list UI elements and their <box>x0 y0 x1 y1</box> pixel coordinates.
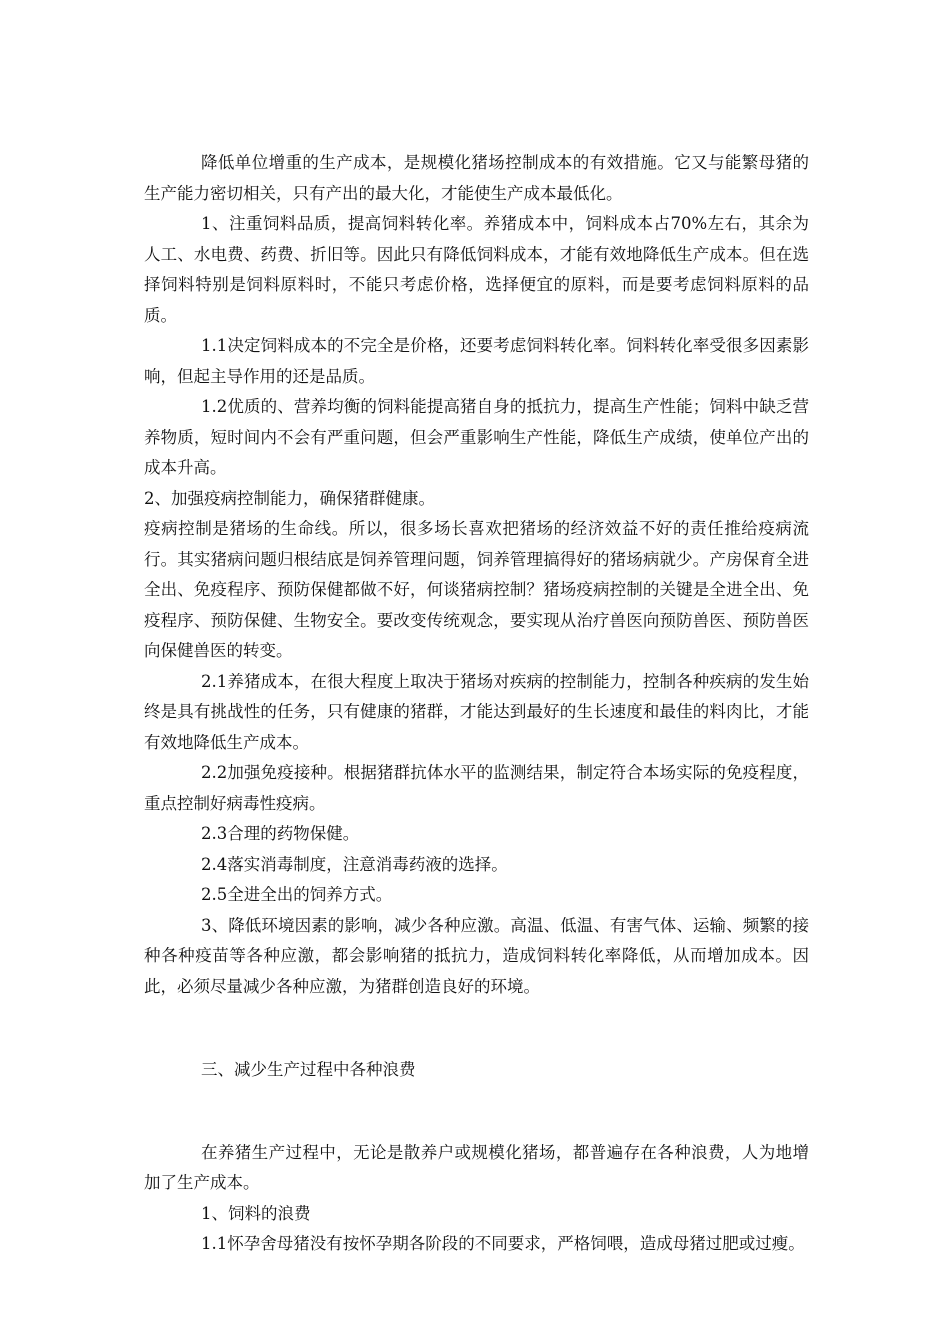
paragraph-2-1: 2.1养猪成本，在很大程度上取决于猪场对疾病的控制能力，控制各种疾病的发生始终是具有挑战性的任务，只有健康的猪群，才能达到最好的生长速度和最佳的料肉比，才能有效地降低生产成本。 <box>144 671 809 752</box>
paragraph-2-2: 2.2加强免疫接种。根据猪群抗体水平的监测结果，制定符合本场实际的免疫程度，重点控制好病毒性疫病。 <box>144 763 809 813</box>
paragraph-1-1: 1.1决定饲料成本的不完全是价格，还要考虑饲料转化率。饲料转化率受很多因素影响，但起主导作用的还是品质。 <box>144 336 809 386</box>
paragraph-2-4: 2.4落实消毒制度，注意消毒药液的选择。 <box>201 854 508 874</box>
paragraph-environment: 3、降低环境因素的影响，减少各种应激。高温、低温、有害气体、运输、频繁的接种各种疫苗等各种应激，都会影响猪的抵抗力，造成饲料转化率降低，从而增加成本。因此，必须尽量减少各种应激，为猪群创造良好的环境。 <box>144 915 809 996</box>
paragraph-feed-quality: 1、注重饲料品质，提高饲料转化率。养猪成本中，饲料成本占70%左右，其余为人工、水电费、药费、折旧等。因此只有降低饲料成本，才能有效地降低生产成本。但在选择饲料特别是饲料原料时，不能只考虑价格，选择便宜的原料，而是要考虑饲料原料的品质。 <box>144 214 809 325</box>
paragraph-disease-control-heading: 2、加强疫病控制能力，确保猪群健康。 <box>144 488 435 508</box>
paragraph-1-2: 1.2优质的、营养均衡的饲料能提高猪自身的抵抗力，提高生产性能；饲料中缺乏营养物质，短时间内不会有严重问题，但会严重影响生产性能，降低生产成绩，使单位产出的成本升高。 <box>144 397 809 477</box>
paragraph-2-3: 2.3合理的药物保健。 <box>201 824 360 843</box>
paragraph-1-1-pregnant-sows: 1.1怀孕舍母猪没有按怀孕期各阶段的不同要求，严格饲喂，造成母猪过肥或过瘦。 <box>201 1234 805 1253</box>
paragraph-feed-waste: 1、饲料的浪费 <box>201 1203 311 1223</box>
paragraph-2-5: 2.5全进全出的饲养方式。 <box>201 885 393 904</box>
paragraph-intro: 降低单位增重的生产成本，是规模化猪场控制成本的有效措施。它又与能繁母猪的生产能力密切相关，只有产出的最大化，才能使生产成本最低化。 <box>144 153 809 203</box>
section-heading-waste: 三、减少生产过程中各种浪费 <box>201 1060 416 1079</box>
document-body <box>144 148 809 1260</box>
paragraph-disease-control: 疫病控制是猪场的生命线。所以，很多场长喜欢把猪场的经济效益不好的责任推给疫病流行。其实猪病问题归根结底是饲养管理问题，饲养管理搞得好的猪场病就少。产房保育全进全出、免疫程序、预防保健都做不好，何谈猪病控制？猪场疫病控制的关键是全进全出、免疫程序、预防保健、生物安全。要改变传统观念，要实现从治疗兽医向预防兽医、预防兽医向保健兽医的转变。 <box>144 519 809 660</box>
paragraph-waste-intro: 在养猪生产过程中，无论是散养户或规模化猪场，都普遍存在各种浪费，人为地增加了生产成本。 <box>144 1142 809 1192</box>
